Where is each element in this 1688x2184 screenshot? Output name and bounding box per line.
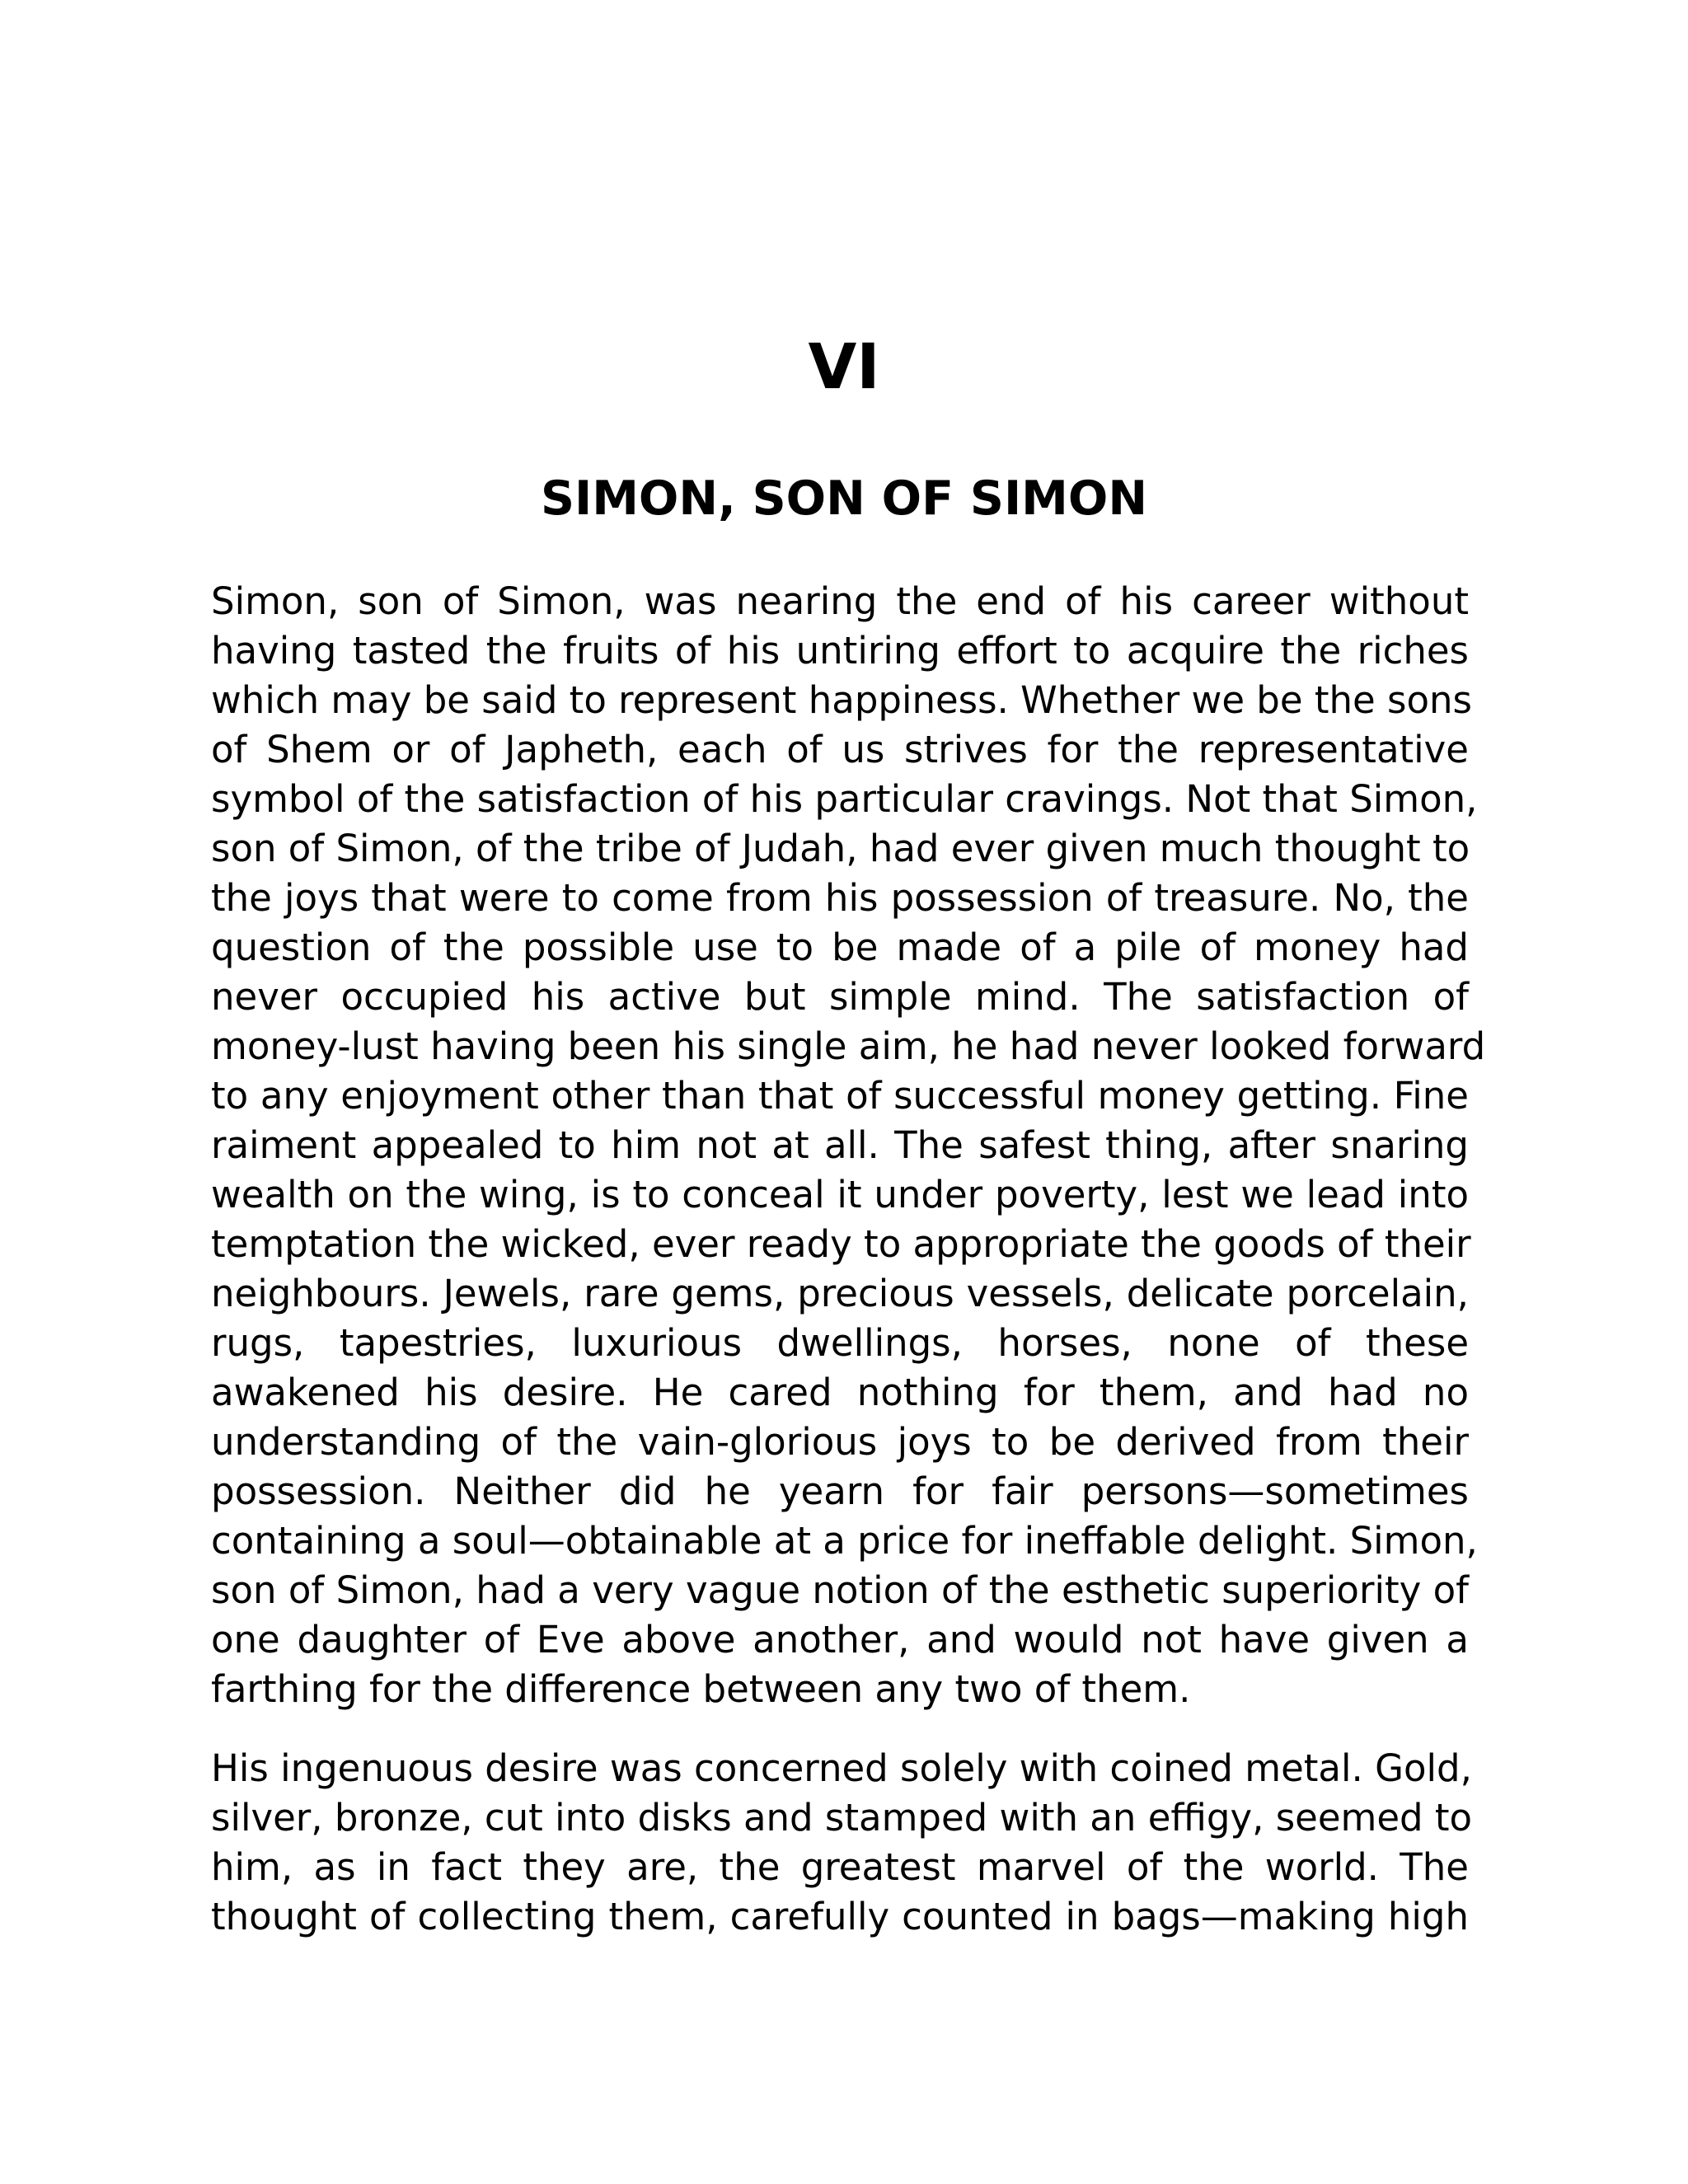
text-line: him, as in fact they are, the greatest marvel of the world. The — [211, 1845, 1469, 1889]
paragraph-2 — [211, 1744, 1473, 1942]
text-line: symbol of the satisfaction of his particular cravings. Not that Simon, — [211, 777, 1478, 821]
text-line: His ingenuous desire was concerned solely with coined metal. Gold, — [211, 1746, 1472, 1790]
text-line: possession. Neither did he yearn for fair persons—sometimes — [211, 1469, 1469, 1513]
text-line: having tasted the fruits of his untiring effort to acquire the riches — [211, 629, 1469, 673]
text-line: rugs, tapestries, luxurious dwellings, horses, none of these — [211, 1321, 1469, 1365]
text-line: money-lust having been his single aim, he had never looked forward — [211, 1024, 1486, 1068]
text-line: farthing for the difference between any two of them. — [211, 1667, 1191, 1711]
text-line: raiment appealed to him not at all. The safest thing, after snaring — [211, 1123, 1469, 1167]
chapter-body — [211, 577, 1486, 1942]
text-line: containing a soul—obtainable at a price for ineffable delight. Simon, — [211, 1519, 1478, 1563]
text-line: wealth on the wing, is to conceal it under poverty, lest we lead into — [211, 1173, 1469, 1216]
text-line: Simon, son of Simon, was nearing the end of his career without — [211, 579, 1469, 623]
text-line: son of Simon, of the tribe of Judah, had ever given much thought to — [211, 827, 1470, 870]
paragraph-1 — [211, 577, 1486, 1714]
text-line: son of Simon, had a very vague notion of the esthetic superiority of — [211, 1568, 1469, 1612]
text-line: never occupied his active but simple mind. The satisfaction of — [211, 975, 1469, 1019]
text-line: silver, bronze, cut into disks and stamped with an effigy, seemed to — [211, 1796, 1473, 1840]
text-line: which may be said to represent happiness. Whether we be the sons — [211, 678, 1472, 722]
text-line: understanding of the vain-glorious joys to be derived from their — [211, 1420, 1469, 1464]
chapter-number: VI — [808, 330, 880, 403]
text-line: to any enjoyment other than that of successful money getting. Fine — [211, 1074, 1469, 1118]
paragraph-spacer — [211, 1714, 1469, 1744]
text-line: temptation the wicked, ever ready to appropriate the goods of their — [211, 1222, 1471, 1266]
text-line: thought of collecting them, carefully counted in bags—making high — [211, 1895, 1469, 1938]
text-line: awakened his desire. He cared nothing for them, and had no — [211, 1371, 1469, 1414]
text-line: neighbours. Jewels, rare gems, precious vessels, delicate porcelain, — [211, 1272, 1469, 1315]
text-line: one daughter of Eve above another, and would not have given a — [211, 1618, 1469, 1661]
text-line: the joys that were to come from his possession of treasure. No, the — [211, 876, 1469, 920]
chapter-title: SIMON, SON OF SIMON — [540, 471, 1148, 526]
text-line: question of the possible use to be made of a pile of money had — [211, 926, 1469, 969]
text-line: of Shem or of Japheth, each of us strives for the representative — [211, 728, 1469, 771]
